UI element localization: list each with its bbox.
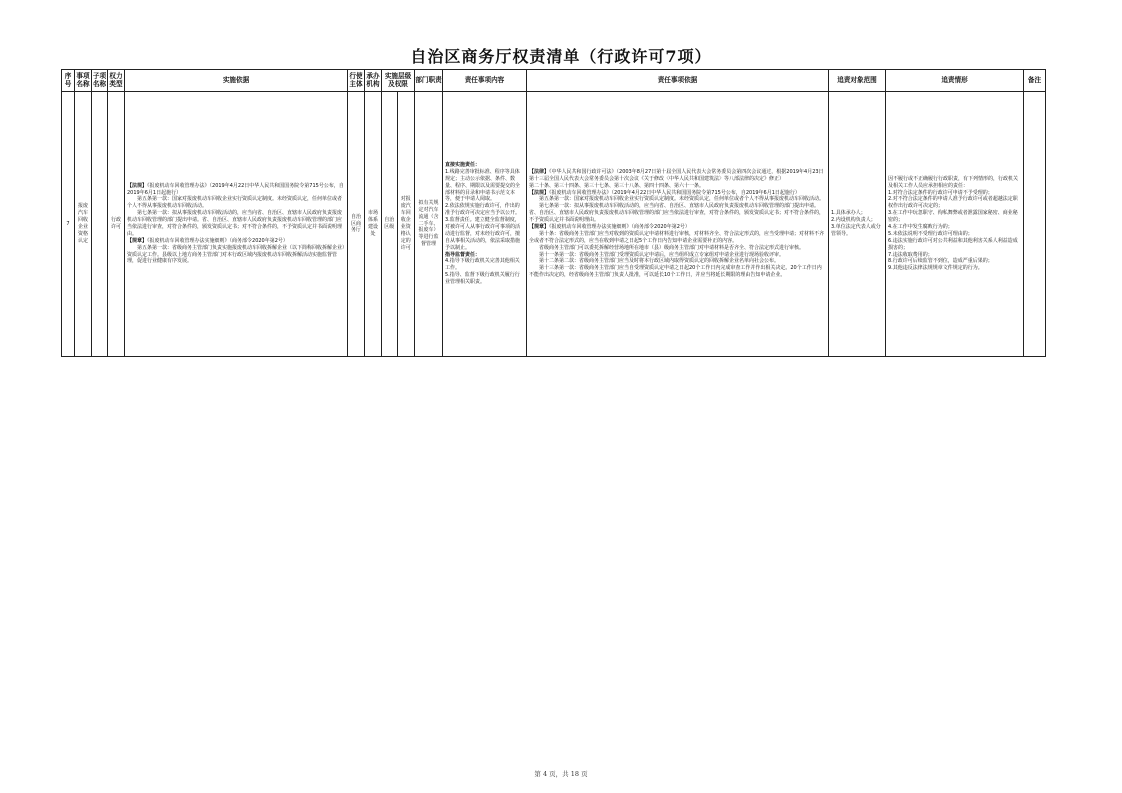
list-item: 1.对符合法定条件的行政许可申请不予受理的；: [888, 189, 993, 196]
cell-power-type: 行政许可: [108, 92, 125, 357]
list-item: 5.指导、监督下级行政机关履行行业管理相关职责。: [445, 272, 520, 286]
table-row: [62, 92, 1046, 357]
paragraph-text: 第十二条第二款：省级商务主管部门应当及时将本行政区域内取得资质认定的回收拆解企业名单向社会公布。: [539, 258, 780, 265]
header-accountability: 追责情形: [886, 70, 1024, 92]
paragraph: [529, 169, 826, 183]
cell-seq: 7: [62, 92, 75, 357]
paragraph-text: 第二十条、第三十四条、第三十七条、第三十八条、第四十四条、第六十一条。: [529, 182, 705, 189]
paragraph: [127, 238, 345, 245]
target-list: [831, 210, 883, 238]
paragraph-tag: 【法规】: [127, 182, 148, 189]
cell-remark: [1024, 92, 1046, 357]
cell-duty-basis: [527, 92, 829, 357]
paragraph-text: 第十条：省级商务主管部门应当对收到的资质认定申请材料进行审核，对材料齐全、符合法定形式的，应当受理申请；对材料不齐全或者不符合法定形式的，应当在收到申请之日起5个工作日内告知申请企业需要补正的内容。: [529, 230, 825, 244]
list-item: 3.监督责任。建立健全监督制度，对被许可人从事行政许可事项的活动进行监督，对未经行政许可，擅自从事相关活动的，依法采取措施予以制止。: [445, 217, 521, 251]
paragraph: [529, 183, 826, 190]
paragraph: [127, 196, 345, 210]
list-item: 2.对不符合法定条件的申请人准予行政许可或者超越法定职权作出行政许可决定的；: [888, 196, 1018, 210]
header-item-name: 事项名称: [75, 70, 92, 92]
cell-item-name: 报废汽车回收企业资格认定: [75, 92, 92, 357]
list-item: 1.具体承办人；: [831, 210, 866, 217]
header-org: 承办机构: [365, 70, 382, 92]
list-item: 4.在工作中发生腐败行为的；: [888, 224, 953, 230]
header-sub-item: 子项名称: [92, 70, 108, 92]
list-item: 4.指导下级行政机关完善其他相关工作。: [445, 258, 520, 272]
header-target: 追责对象范围: [829, 70, 886, 92]
list-item: 8.行政许可后续监管不到位，造成严重后果的；: [888, 258, 993, 265]
page-title: 自治区商务厅权责清单（行政许可7项）: [410, 47, 712, 66]
cell-accountability: [886, 92, 1024, 357]
header-basis: 实施依据: [125, 70, 348, 92]
cell-subject: 自治区商务厅: [348, 92, 365, 357]
header-dept-duty: 部门职责: [415, 70, 443, 92]
paragraph-text: 《中华人民共和国行政许可法》（2003年8月27日第十届全国人民代表大会常务委员会第四次会议通过，根据2019年4月23日第十三届全国人民代表大会常务委员会第十次会议《关于修改〈中华人民共和国建筑法〉等八部法律的决定》修正）: [529, 168, 824, 182]
duty-basis-paragraphs: [529, 169, 826, 279]
list-item: 6.违法实施行政许可对公共利益和其他利害关系人利益造成损害的；: [888, 237, 1018, 251]
paragraph: [529, 203, 826, 224]
cell-org: 市场体系建设处: [365, 92, 382, 357]
cell-duty-content: [443, 92, 527, 357]
paragraph-text: 第七条第一款：拟从事报废机动车回收活动的，应当向省、自治区、直辖市人民政府负责报废机动车回收管理的部门提出申请。省、自治区、直辖市人民政府负责报废机动车回收管理的部门应当依法进行审查，对符合条件的，颁发资质认定书；对不符合条件的，不予资质认定并书面说明理由。: [529, 203, 825, 224]
list-item: 1.线路完善审批标准、程序等具体规定；主动公示依据、条件、数量、程序、期限以及需要提交的全部材料的目录和申请书示范文本等，便于申请人阅取。: [445, 168, 521, 203]
paragraph: [529, 265, 826, 279]
cell-target: [829, 92, 886, 357]
list-item: 5.未依法说明不受理行政许可理由的；: [888, 230, 973, 237]
paragraph: [529, 231, 826, 245]
header-subject: 行使主体: [348, 70, 365, 92]
paragraph-text: 第五条第一款：国家对报废机动车回收企业实行资质认定制度。未经资质认定，任何单位或者个人不得从事报废机动车回收活动。: [539, 196, 825, 203]
list-item: 3.单位法定代表人或分管领导。: [831, 224, 881, 237]
paragraph-text: 第七条第一款：拟从事报废机动车回收活动的，应当向省、自治区、直辖市人民政府负责报废机动车回收管理的部门提出申请。省、自治区、直辖市人民政府负责报废机动车回收管理的部门应当依法进行审查，对符合条件的，颁发资质认定书；对不符合条件的，不予资质认定并书面说明理由。: [127, 210, 343, 237]
list-item: 2.依法依规实施行政许可，作出的准予行政许可决定应当予以公开。: [445, 203, 521, 217]
cell-dept-duty-permit: 对报废汽车回收企业资格认定的许可: [400, 196, 411, 251]
paragraph-tag: 【规章】: [529, 224, 550, 230]
paragraph-text: 第十一条第一款：省级商务主管部门受理资质认定申请后，应当组织成立专家组对申请企业进行现场验收评审。: [539, 251, 785, 258]
cell-dept-duty: 拟有关规定对汽车流通（含二手车、报废车）等进行监督管理: [415, 92, 443, 357]
basis-paragraphs: [127, 183, 345, 266]
paragraph: [127, 245, 345, 266]
header-level: 实施层级及权限: [382, 70, 415, 92]
duty-content-list: [445, 162, 524, 286]
header-seq: 序号: [62, 70, 75, 92]
cell-basis: [125, 92, 348, 357]
paragraph: [529, 224, 826, 231]
list-item: 3.在工作中玩忽职守、徇私舞弊或者泄露国家秘密、商业秘密的；: [888, 210, 1018, 224]
paragraph-text: 《报废机动车回收管理办法实施细则》（商务部令2020年第2号）: [549, 224, 690, 230]
paragraph-tag: 【法律】: [529, 168, 550, 175]
cell-level: [382, 92, 415, 357]
list-item: 指导监督责任：: [445, 251, 481, 258]
header-duty-content: 责任事项内容: [443, 70, 527, 92]
list-item: 7.违法收取费用的；: [888, 251, 933, 258]
paragraph-text: 第五条第一款：国家对报废机动车回收企业实行资质认定制度。未经资质认定，任何单位或者个人不得从事报废机动车回收活动。: [127, 196, 343, 210]
paragraph: [529, 245, 826, 252]
header-duty-basis: 责任事项依据: [527, 70, 829, 92]
header-row: [62, 70, 1046, 92]
paragraph: [127, 210, 345, 238]
paragraph-text: 省级商务主管部门可以委托拆解经营场地所在地市（县）级商务主管部门对申请材料是否齐全、符合法定形式进行审核。: [539, 244, 805, 251]
paragraph-tag: 【规章】: [127, 237, 148, 244]
paragraph-text: 《报废机动车回收管理办法实施细则》（商务部令2020年第2号）: [147, 237, 288, 244]
list-item: 因不履行或不正确履行行政职责，有下列情形的，行政机关及相关工作人员应承担相应的责任：: [888, 175, 1019, 189]
paragraph-text: 第五条第一款：省级商务主管部门负责实施报废机动车回收拆解企业（以下简称回收拆解企业）资质认定工作。县级以上地方商务主管部门对本行政区域内报废机动车回收拆解活动实施监督管理，促进行业健康有序发展。: [127, 244, 345, 265]
paragraph-text: 第十三条第一款：省级商务主管部门应当自受理资质认定申请之日起20个工作日内完成审查工作并作出相关决定。20个工作日内不能作出决定的，经省级商务主管部门负责人批准，可以延长10个工作日，并应当将延长期限的理由告知申请企业。: [529, 265, 822, 279]
header-remark: 备注: [1024, 70, 1046, 92]
list-item: 直接实施责任：: [445, 161, 481, 168]
page-footer: 第 4 页，共 18 页: [534, 770, 588, 778]
paragraph-text: 《报废机动车回收管理办法》（2019年4月22日中华人民共和国国务院令第715号公布，自2019年6月1日起施行）: [127, 182, 344, 196]
header-power-type: 权力类型: [108, 70, 125, 92]
duty-list-table: [61, 69, 1046, 357]
list-item: 9.其他违反法律法规规章文件规定的行为。: [888, 265, 983, 272]
paragraph: [127, 183, 345, 197]
cell-sub-item: [92, 92, 108, 357]
paragraph-text: 《报废机动车回收管理办法》（2019年4月22日中华人民共和国国务院令第715号公布，自2019年6月1日起施行）: [549, 189, 800, 196]
paragraph-tag: 【法规】: [529, 189, 550, 196]
cell-level-text: 自治区级: [382, 92, 398, 356]
accountability-list: [888, 176, 1021, 272]
list-item: 2.内设机构负责人；: [831, 217, 876, 224]
